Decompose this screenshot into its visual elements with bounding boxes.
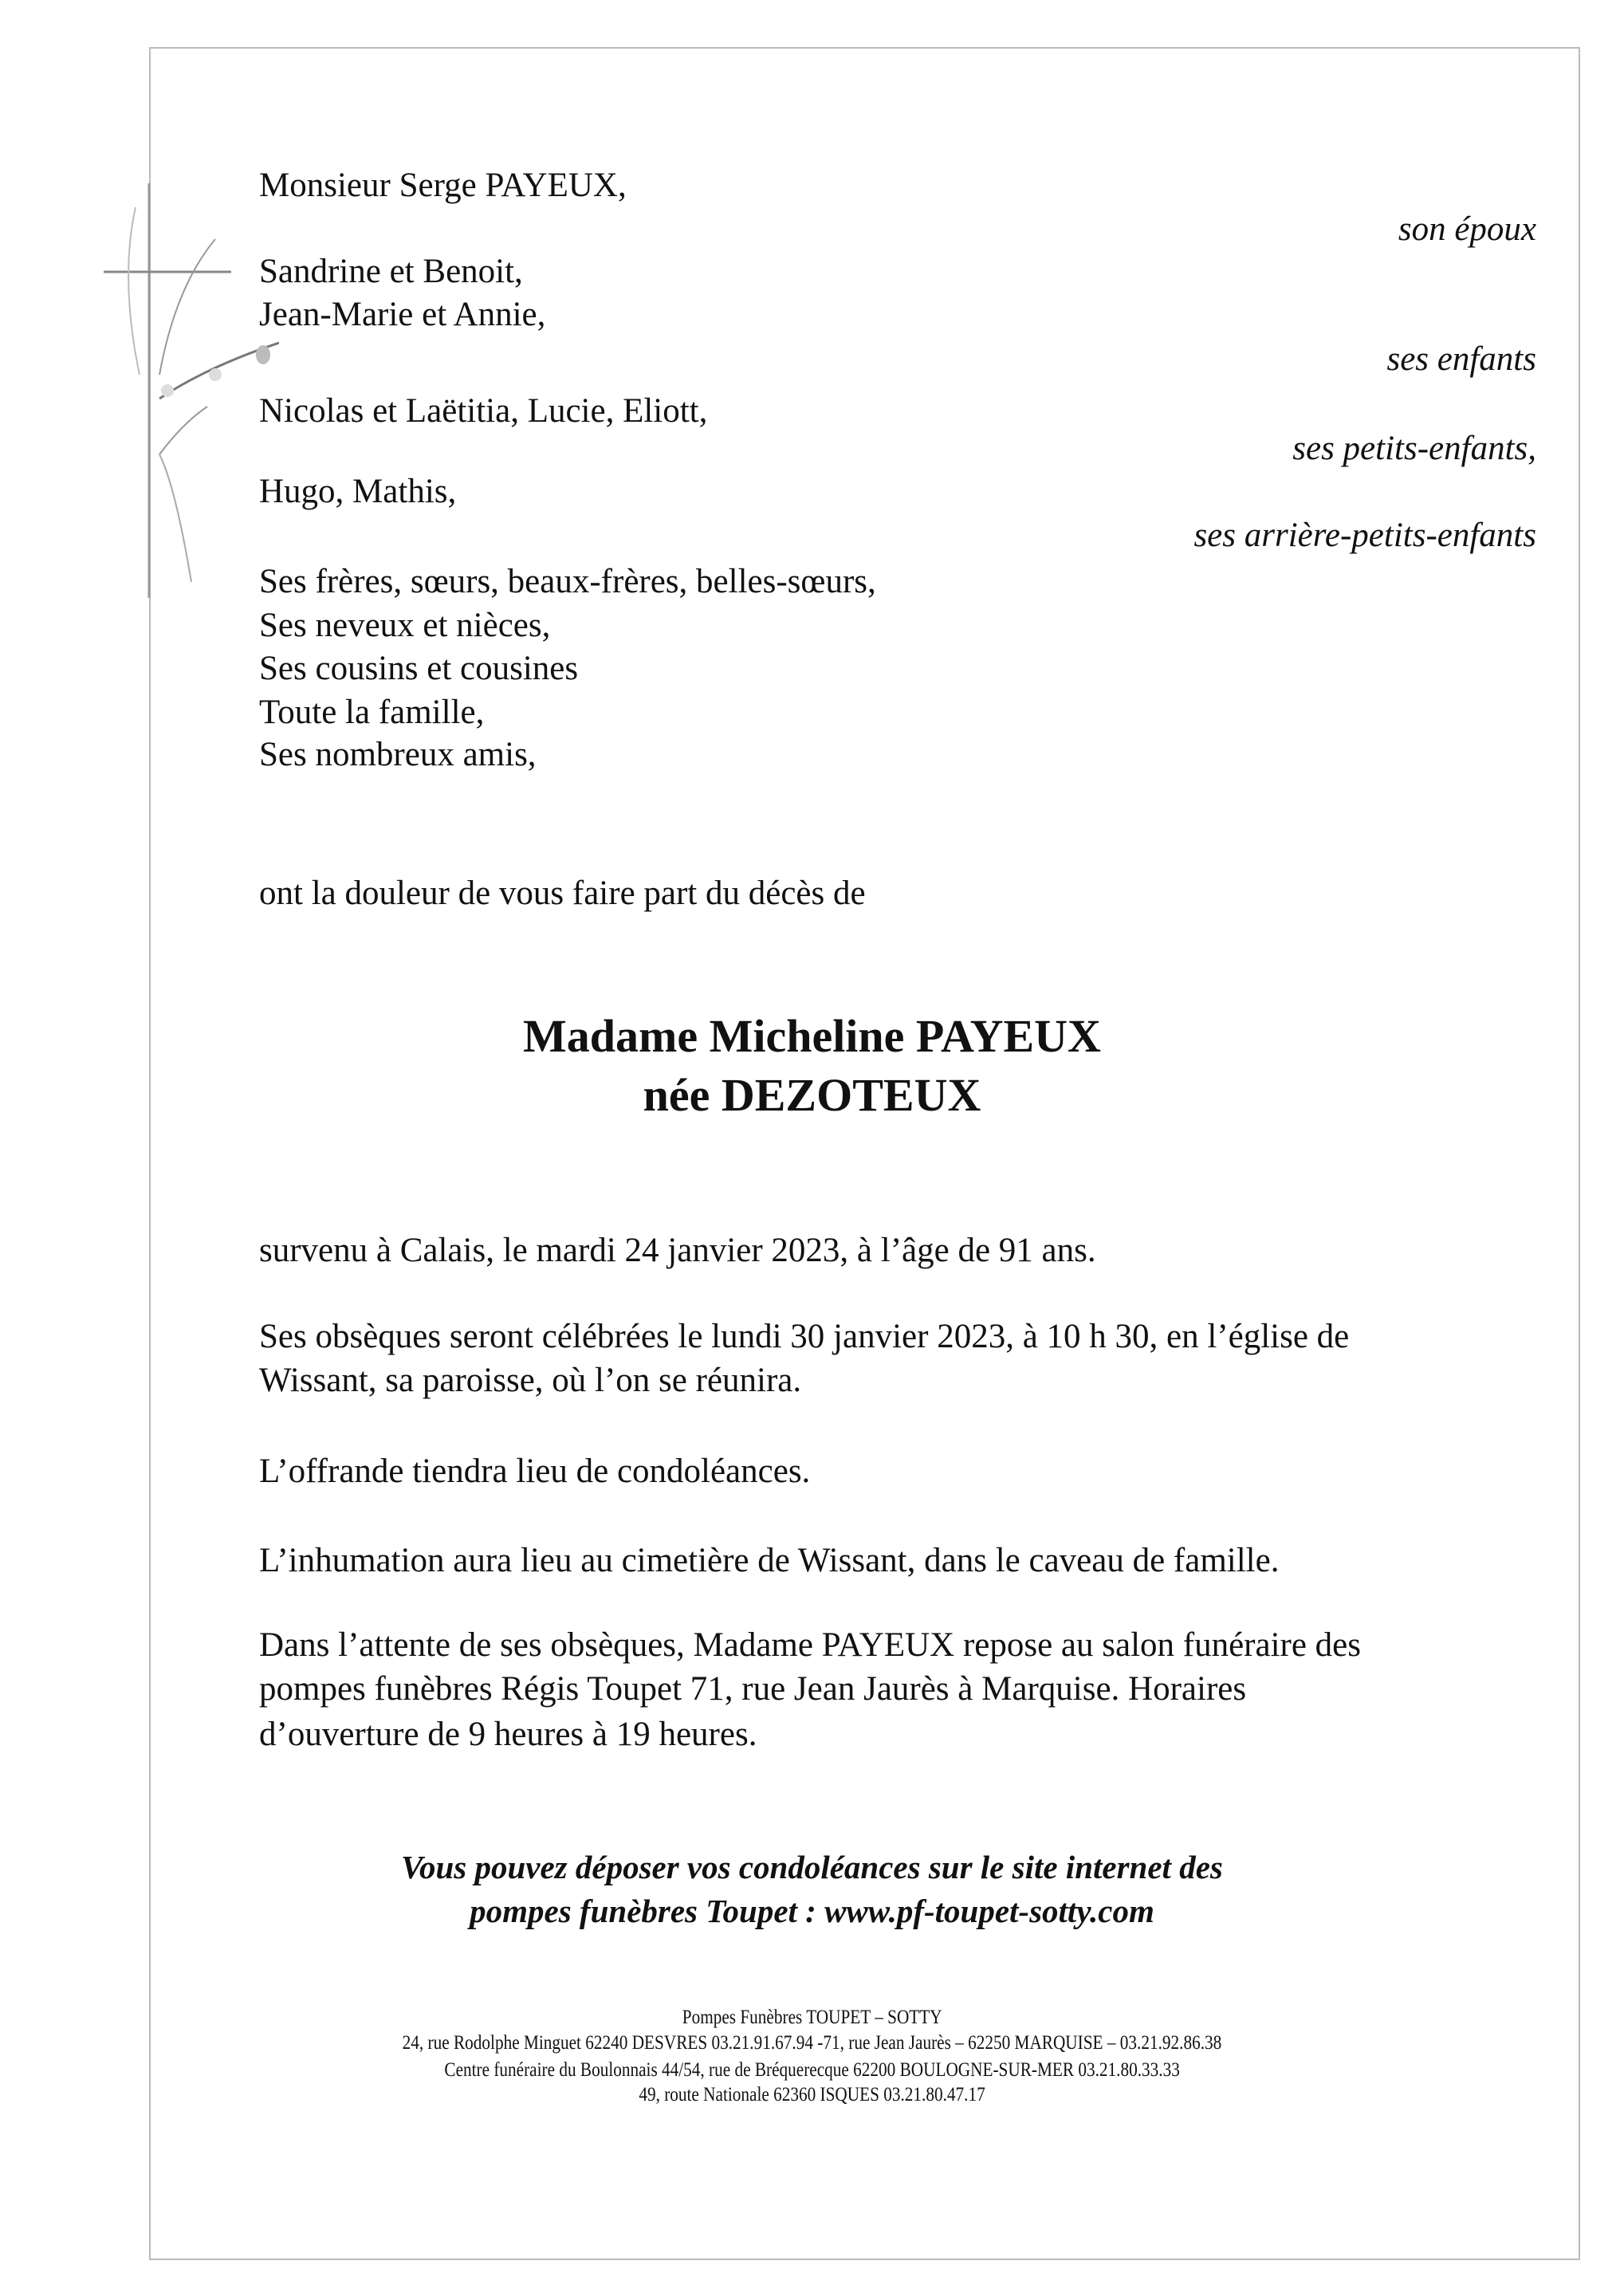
body-line: Ses obsèques seront célébrées le lundi 30 janvier 2023, à 10 h 30, en l’église de	[259, 1318, 1350, 1355]
family-line: Ses nombreux amis,	[259, 736, 537, 773]
family-line: Ses frères, sœurs, beaux-frères, belles-sœurs,	[259, 563, 876, 600]
announcement: ont la douleur de vous faire part du décès de	[259, 875, 866, 912]
footer-address: 49, route Nationale 62360 ISQUES 03.21.80.47.17	[639, 2084, 985, 2105]
family-line: Ses neveux et nièces,	[259, 607, 551, 644]
body-line: Wissant, sa paroisse, où l’on se réunira.	[259, 1362, 802, 1399]
deceased-birth-name: née DEZOTEUX	[643, 1069, 981, 1121]
body-line: survenu à Calais, le mardi 24 janvier 2023, à l’âge de 91 ans.	[259, 1232, 1096, 1269]
body-line: Dans l’attente de ses obsèques, Madame PAYEUX repose au salon funéraire des	[259, 1626, 1362, 1664]
family-line: Jean-Marie et Annie,	[259, 296, 546, 333]
footer-address: 24, rue Rodolphe Minguet 62240 DESVRES 03.21.91.67.94 -71, rue Jean Jaurès – 62250 MARQUISE – 03.21.92.86.38	[402, 2032, 1222, 2054]
family-line: Nicolas et Laëtitia, Lucie, Eliott,	[259, 392, 708, 430]
body-line: L’offrande tiendra lieu de condoléances.	[259, 1453, 811, 1490]
body-line: pompes funèbres Régis Toupet 71, rue Jean Jaurès à Marquise. Horaires	[259, 1670, 1247, 1708]
family-line: Monsieur Serge PAYEUX,	[259, 167, 627, 204]
cross-flower-icon	[104, 183, 279, 614]
relation-label: ses petits-enfants,	[1292, 430, 1536, 467]
footer-address: Centre funéraire du Boulonnais 44/54, rue de Bréquerecque 62200 BOULOGNE-SUR-MER 03.21.80.33.33	[444, 2059, 1180, 2081]
family-line: Hugo, Mathis,	[259, 473, 457, 510]
family-line: Toute la famille,	[259, 694, 485, 731]
condolences-note: Vous pouvez déposer vos condoléances sur le site internet des	[401, 1849, 1223, 1885]
relation-label: son époux	[1398, 210, 1536, 248]
relation-label: ses enfants	[1386, 340, 1536, 378]
relation-label: ses arrière-petits-enfants	[1193, 517, 1536, 554]
family-line: Sandrine et Benoit,	[259, 253, 523, 290]
condolences-website: pompes funèbres Toupet : www.pf-toupet-sotty.com	[470, 1893, 1154, 1929]
footer-company: Pompes Funèbres TOUPET – SOTTY	[682, 2007, 942, 2028]
body-line: d’ouverture de 9 heures à 19 heures.	[259, 1716, 757, 1753]
body-line: L’inhumation aura lieu au cimetière de Wissant, dans le caveau de famille.	[259, 1542, 1280, 1579]
family-line: Ses cousins et cousines	[259, 650, 579, 687]
deceased-name: Madame Micheline PAYEUX	[523, 1010, 1101, 1062]
